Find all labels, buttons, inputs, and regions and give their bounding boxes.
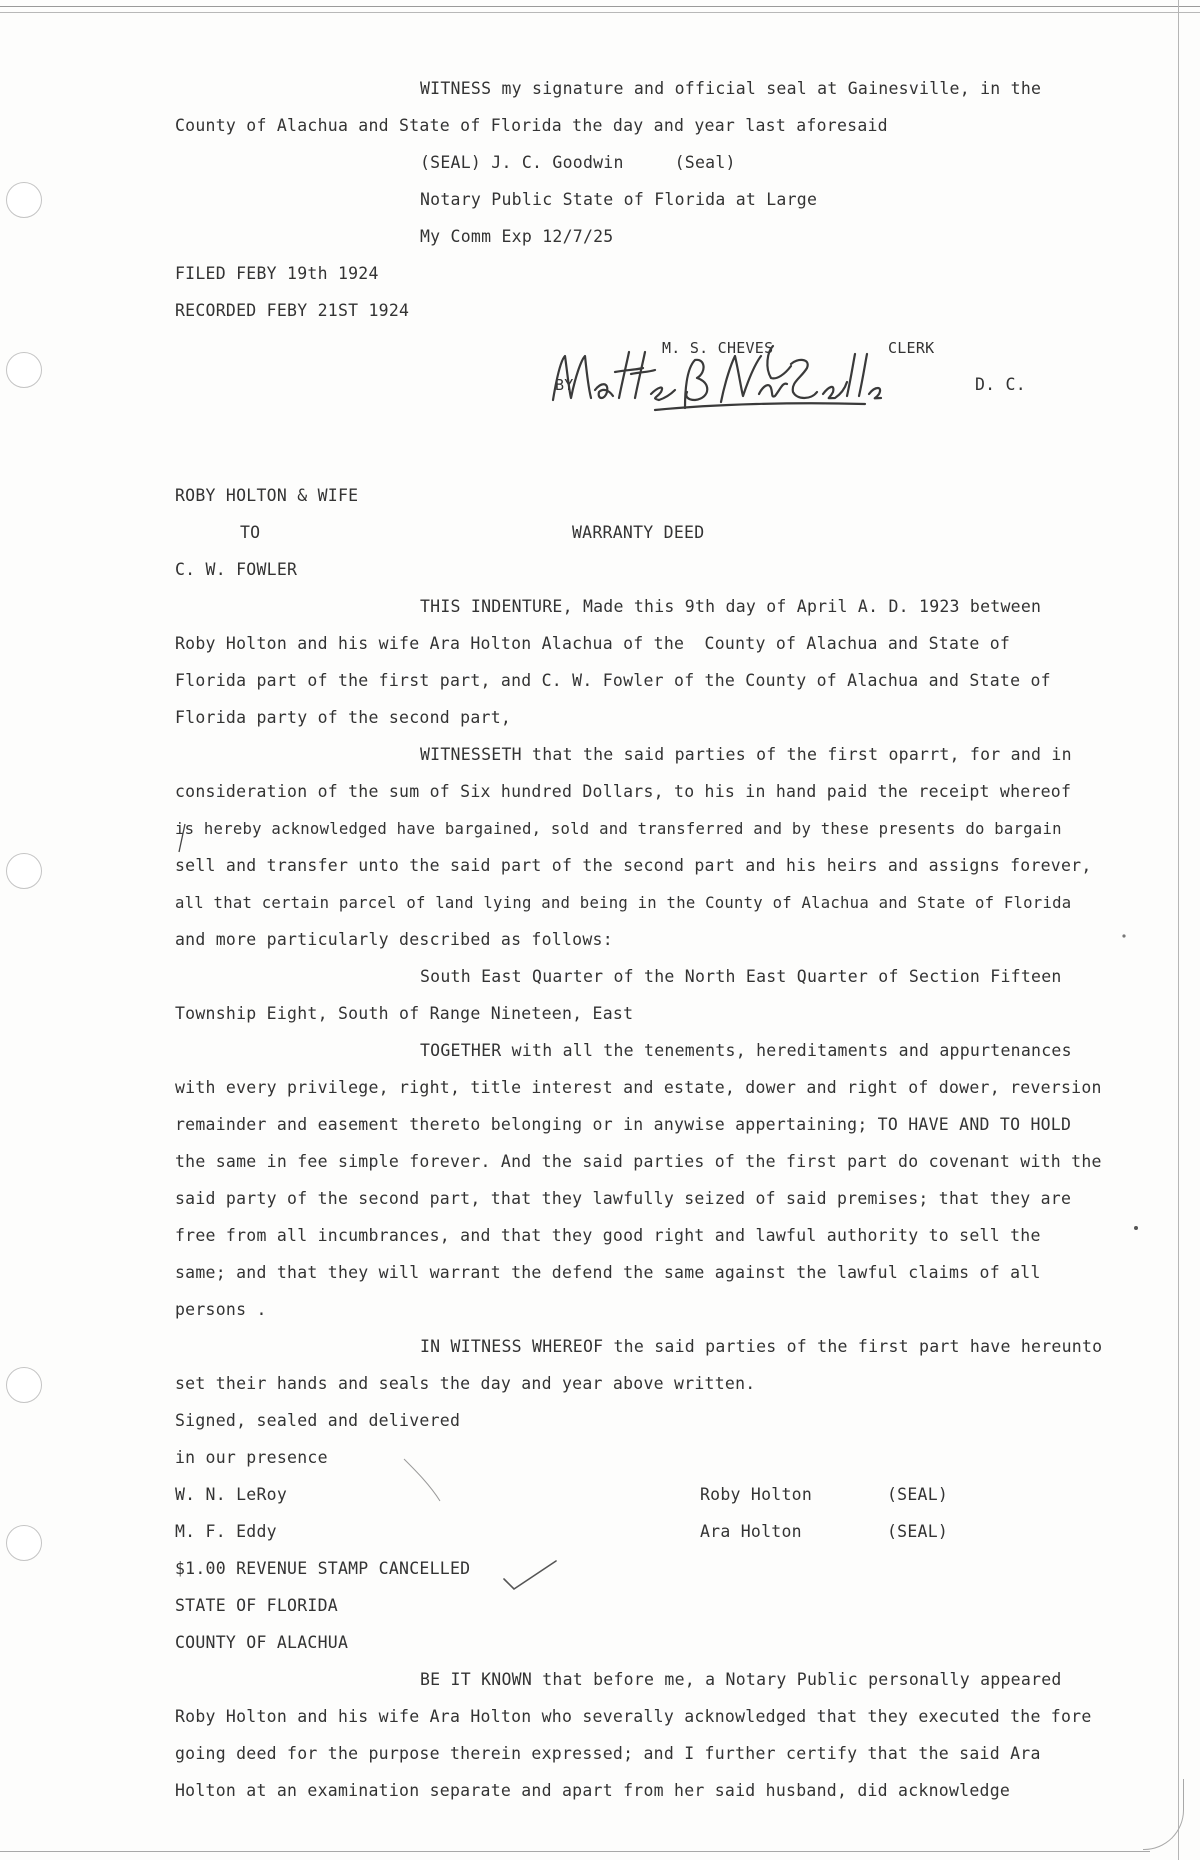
top-edge-rule-inner: [0, 12, 1200, 13]
header-line: Notary Public State of Florida at Large: [420, 190, 818, 209]
stray-ink-dot: [1118, 930, 1130, 942]
body-line: persons .: [175, 1300, 267, 1319]
seal-label: (SEAL): [887, 1485, 949, 1504]
stray-ink-dot: [1130, 1222, 1142, 1234]
document-type-heading: WARRANTY DEED: [572, 523, 705, 542]
body-line: consideration of the sum of Six hundred Dollars, to his in hand paid the receipt whereof: [175, 782, 1072, 801]
binder-punch-hole: [6, 1525, 42, 1561]
revenue-stamp-note: $1.00 REVENUE STAMP CANCELLED: [175, 1559, 471, 1578]
witness-name: W. N. LeRoy: [175, 1485, 288, 1504]
grantee-heading: C. W. FOWLER: [175, 560, 298, 579]
header-line: WITNESS my signature and official seal at Gainesville, in the: [420, 79, 1042, 98]
filed-date: FILED FEBY 19th 1924: [175, 264, 379, 283]
header-line: County of Alachua and State of Florida the day and year last aforesaid: [175, 116, 888, 135]
clerk-name: M. S. CHEVES: [662, 339, 774, 357]
body-line: IN WITNESS WHEREOF the said parties of the first part have hereunto: [420, 1337, 1103, 1356]
body-line: Roby Holton and his wife Ara Holton Alachua of the County of Alachua and State of: [175, 634, 1011, 653]
binder-punch-hole: [6, 182, 42, 218]
body-line: with every privilege, right, title interest and estate, dower and right of dower, reversion: [175, 1078, 1102, 1097]
binder-punch-hole: [6, 853, 42, 889]
header-line: My Comm Exp 12/7/25: [420, 227, 614, 246]
body-line: Florida party of the second part,: [175, 708, 512, 727]
body-line: is hereby acknowledged have bargained, sold and transferred and by these presents do bargain: [175, 820, 1062, 838]
grantor-signature-name: Roby Holton: [700, 1485, 813, 1504]
binder-punch-hole: [6, 352, 42, 388]
acknowledgment-line: Roby Holton and his wife Ara Holton who severally acknowledged that they executed the fore: [175, 1707, 1092, 1726]
acknowledgment-line: going deed for the purpose therein expressed; and I further certify that the said Ara: [175, 1744, 1041, 1763]
body-line: Florida part of the first part, and C. W. Fowler of the County of Alachua and State of: [175, 671, 1051, 690]
by-label: BY: [555, 376, 574, 394]
body-line: said party of the second part, that they lawfully seized of said premises; that they are: [175, 1189, 1072, 1208]
top-edge-rule: [0, 6, 1200, 7]
deputy-clerk-signature: [535, 338, 895, 428]
stray-pen-mark: [400, 1455, 460, 1505]
check-mark: [500, 1555, 560, 1595]
recorded-date: RECORDED FEBY 21ST 1924: [175, 301, 410, 320]
body-line: set their hands and seals the day and year above written.: [175, 1374, 756, 1393]
grantor-signature-name: Ara Holton: [700, 1522, 802, 1541]
body-line: in our presence: [175, 1448, 328, 1467]
clerk-title: CLERK: [888, 339, 935, 357]
body-line: sell and transfer unto the said part of the second part and his heirs and assigns forever,: [175, 856, 1092, 875]
body-line: and more particularly described as follows:: [175, 930, 613, 949]
body-line: Signed, sealed and delivered: [175, 1411, 461, 1430]
page-right-edge: [1178, 0, 1179, 1860]
acknowledgment-line: BE IT KNOWN that before me, a Notary Public personally appeared: [420, 1670, 1062, 1689]
grantor-heading: ROBY HOLTON & WIFE: [175, 486, 359, 505]
body-line: remainder and easement thereto belonging or in anywise appertaining; TO HAVE AND TO HOLD: [175, 1115, 1072, 1134]
bottom-edge-rule: [0, 1851, 1150, 1852]
venue-county: COUNTY OF ALACHUA: [175, 1633, 349, 1652]
property-description: South East Quarter of the North East Quarter of Section Fifteen: [420, 967, 1062, 986]
property-description: Township Eight, South of Range Nineteen, East: [175, 1004, 634, 1023]
margin-pen-stroke: [175, 822, 189, 854]
witness-name: M. F. Eddy: [175, 1522, 277, 1541]
body-line: the same in fee simple forever. And the said parties of the first part do covenant with the: [175, 1152, 1102, 1171]
body-line: free from all incumbrances, and that they good right and lawful authority to sell the: [175, 1226, 1041, 1245]
body-line: same; and that they will warrant the defend the same against the lawful claims of all: [175, 1263, 1041, 1282]
header-line: (SEAL) J. C. Goodwin (Seal): [420, 153, 736, 172]
acknowledgment-line: Holton at an examination separate and apart from her said husband, did acknowledge: [175, 1781, 1011, 1800]
body-line: all that certain parcel of land lying and being in the County of Alachua and State of Florida: [175, 894, 1072, 912]
deputy-clerk-title: D. C.: [975, 375, 1026, 394]
binder-punch-hole: [6, 1367, 42, 1403]
to-heading: TO: [240, 523, 261, 542]
venue-state: STATE OF FLORIDA: [175, 1596, 338, 1615]
body-line: THIS INDENTURE, Made this 9th day of April A. D. 1923 between: [420, 597, 1042, 616]
seal-label: (SEAL): [887, 1522, 949, 1541]
body-line: TOGETHER with all the tenements, hereditaments and appurtenances: [420, 1041, 1072, 1060]
body-line: WITNESSETH that the said parties of the first oparrt, for and in: [420, 745, 1072, 764]
